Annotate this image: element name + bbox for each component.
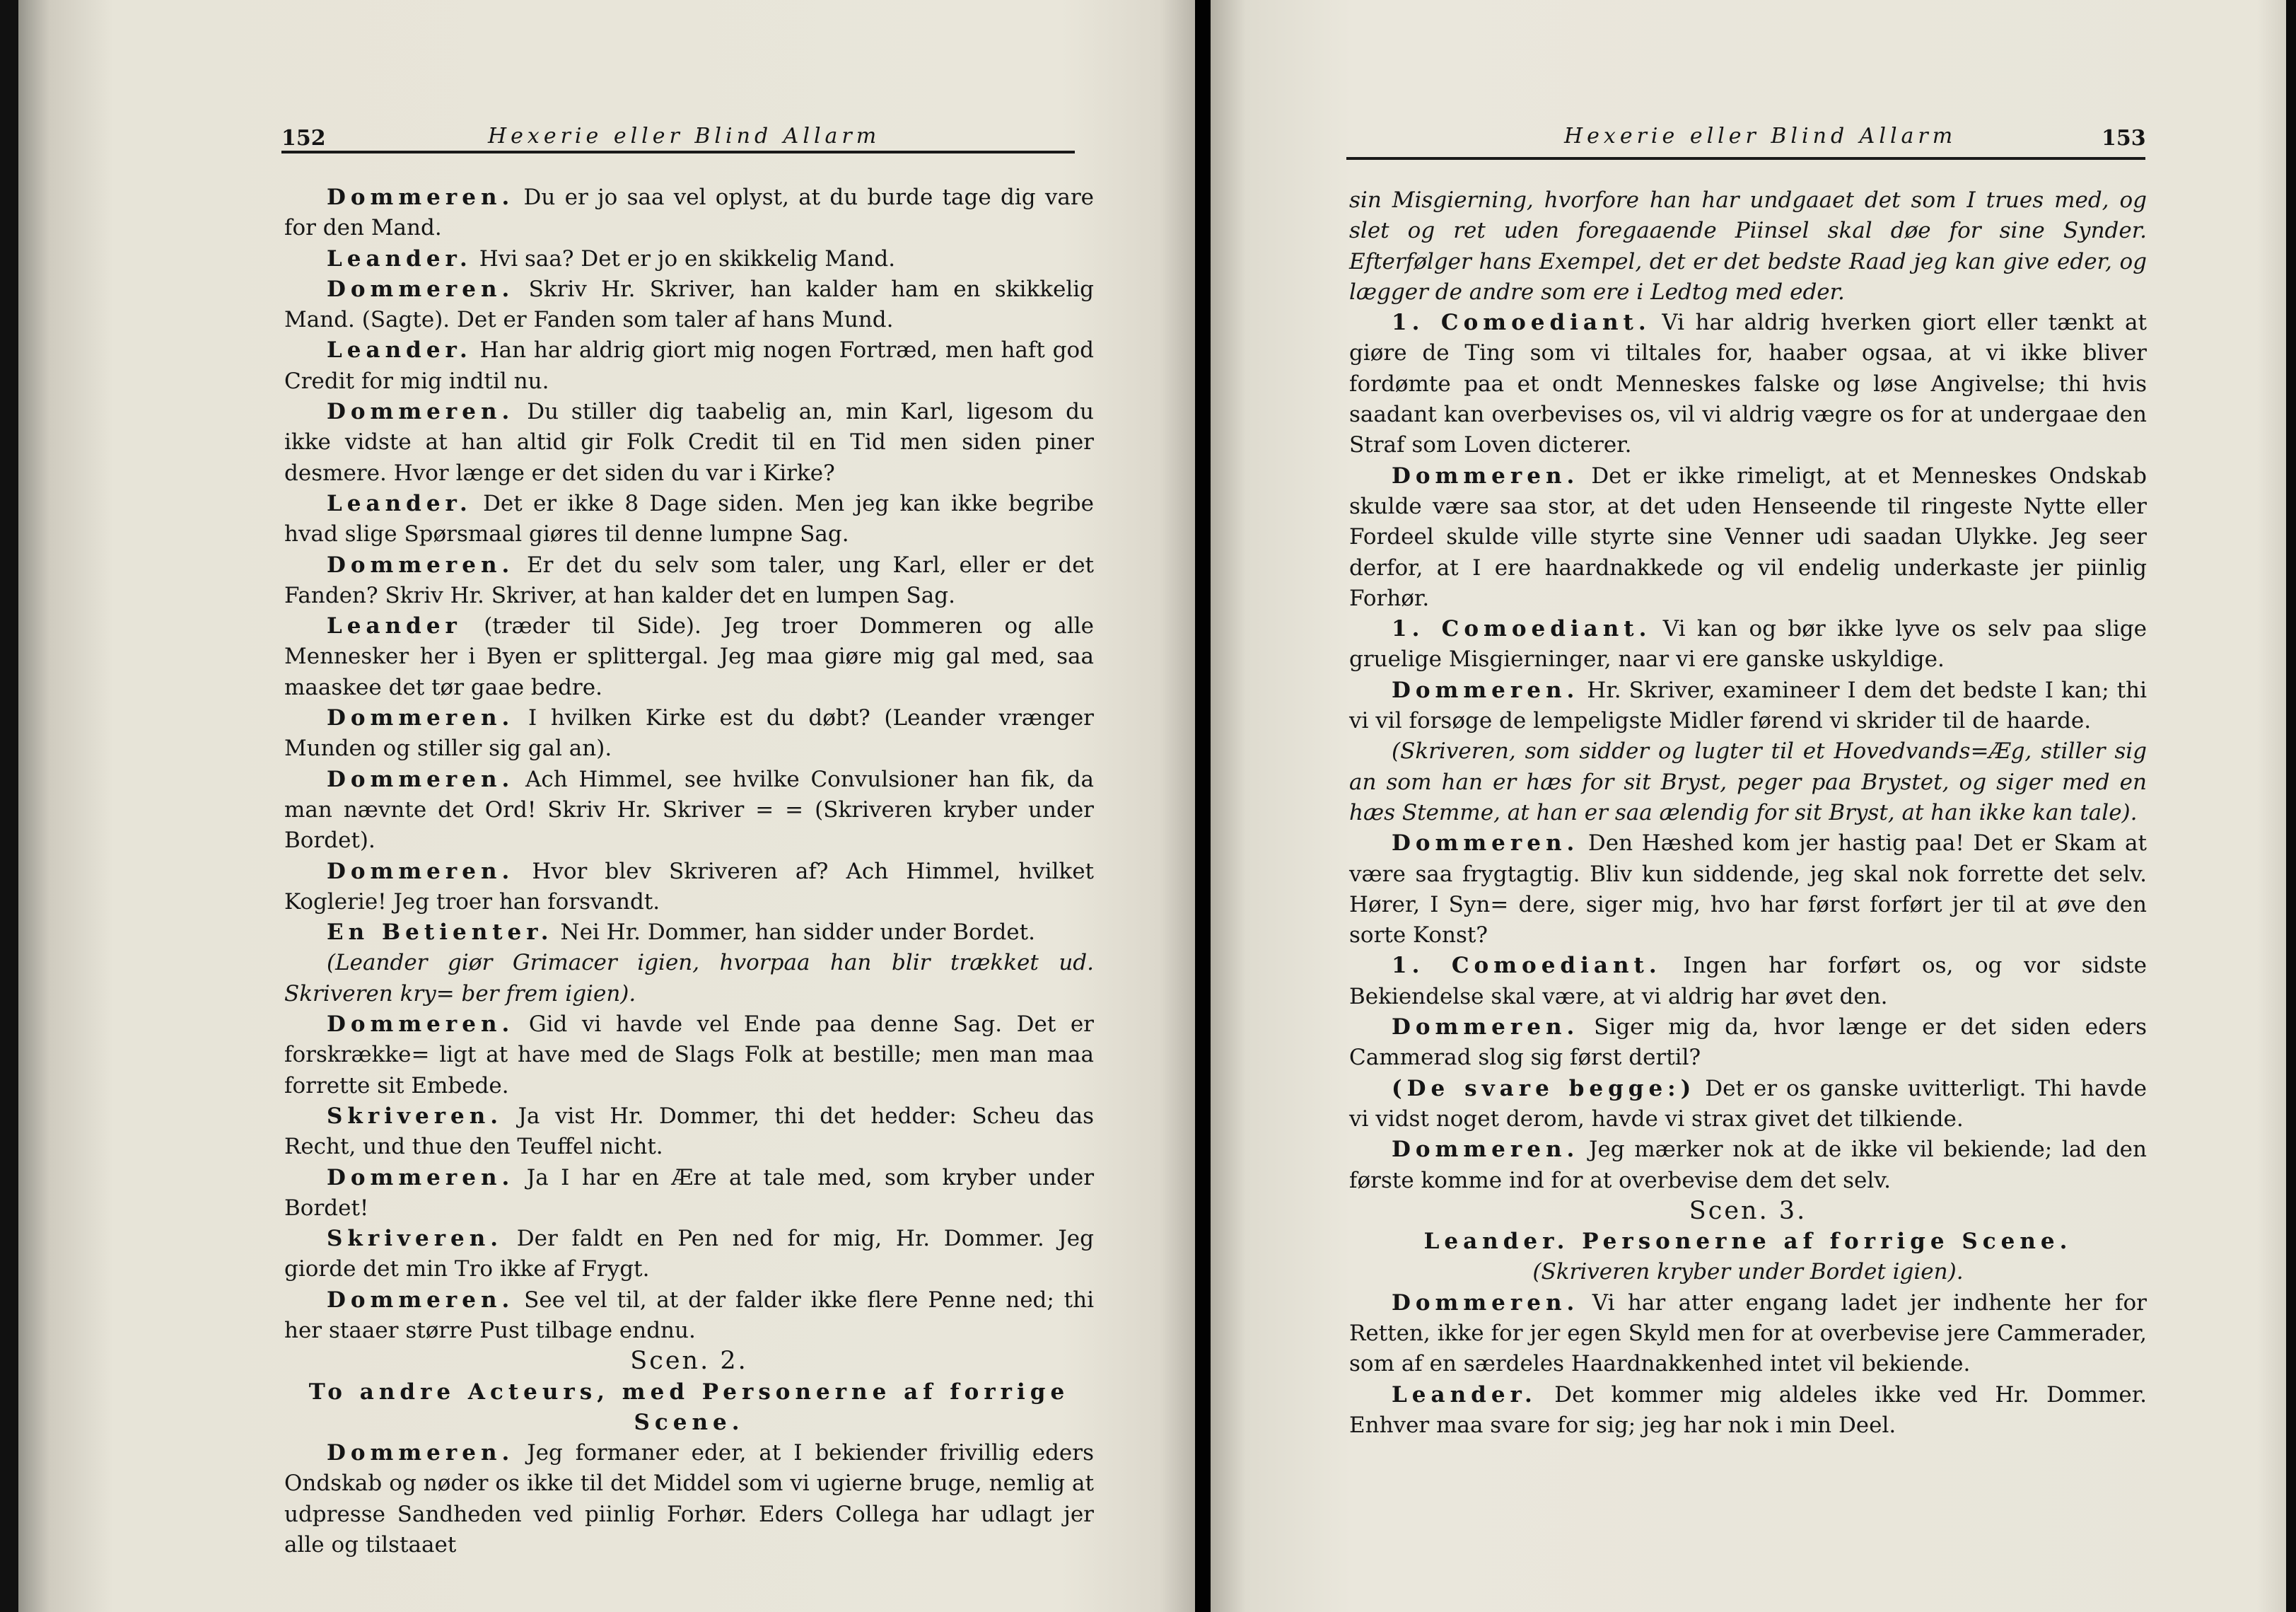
speech-text: Ach Himmel, see hvilke Convulsioner han fik, da man nævnte det Ord! Skriv Hr. Skriver = = (Skriveren kryber under Bordet). xyxy=(284,766,1094,854)
speaker-name: Dommeren. xyxy=(327,1164,515,1190)
header-rule xyxy=(1346,157,2145,160)
speech-text: Vi har aldrig hverken giort eller tænkt at giøre de Ting som vi tiltales for, haaber ogsaa, at vi ikke bliver fordømte paa et ondt Menneskes falske og løse Angivelse; thi hvis saadant kan overbevises os, vil vi aldrig vægre os for at undergaae den Straf som Loven dicterer. xyxy=(1349,310,2147,458)
dialogue-paragraph xyxy=(1349,1012,2147,1074)
running-title: Hexerie eller Blind Allarm xyxy=(488,124,881,149)
speaker-name: Dommeren. xyxy=(1392,1014,1580,1040)
speech-text: Det er ikke rimeligt, at et Menneskes Ondskab skulde være saa stor, at det uden Henseende til ringeste Nytte eller Fordeel skulde ville styrte sine Venner udi saadan Ulykke. Jeg seer derfor, at I ere haardnakkede og vil endelig underkaste jer piinlig Forhør. xyxy=(1349,463,2148,611)
page-number: 153 xyxy=(2102,126,2146,151)
speech-text: sin Misgierning, hvorfore han har undgaaet det som I trues med, og slet og ret uden foregaaende Piinsel skal døe for sine Synder. Efterfølger hans Exempel, det er det bedste Raad jeg kan give eder, og lægger de andre som ere i Ledtog med eder. xyxy=(1349,187,2147,305)
speaker-name: Dommeren. xyxy=(327,185,515,210)
speech-text: Du er jo saa vel oplyst, at du burde tage dig vare for den Mand. xyxy=(284,185,1094,241)
speaker-name: Dommeren. xyxy=(327,1011,515,1038)
speech-text: Der faldt en Pen ned for mig, Hr. Dommer. Jeg giorde det min Tro ikke af Frygt. xyxy=(284,1226,1094,1282)
dialogue-paragraph xyxy=(284,1009,1094,1101)
dialogue-paragraph xyxy=(1349,1380,2147,1442)
dialogue-paragraph xyxy=(284,857,1094,918)
dialogue-paragraph xyxy=(284,611,1094,703)
speaker-name: Dommeren. xyxy=(1392,1289,1580,1316)
speech-text: (træder til Side). Jeg troer Dommeren og alle Mennesker her i Byen er splittergal. Jeg maa giøre mig gal med, saa maaskee det tør gaae bedre. xyxy=(284,613,1094,700)
speech-text: Jeg mærker nok at de ikke vil bekiende; lad den første komme ind for at overbevise dem det selv. xyxy=(1349,1137,2147,1193)
speaker-name: Skriveren. xyxy=(327,1226,503,1252)
dialogue-paragraph xyxy=(1349,185,2147,308)
speaker-name: Dommeren. xyxy=(327,276,515,302)
speech-text: Vi har atter engang ladet jer indhente her for Retten, ikke for jer egen Skyld men for at overbevise jere Cammerader, som af en særdeles Haardnakkenhed intet vil bekiende. xyxy=(1349,1289,2148,1377)
dialogue-paragraph xyxy=(284,335,1094,397)
gutter xyxy=(1195,0,1211,1612)
speaker-name: Leander. xyxy=(327,490,472,516)
scene-direction: (Skriveren kryber under Bordet igien). xyxy=(1532,1259,1964,1285)
speaker-name: Dommeren. xyxy=(327,1287,515,1313)
right-text-block xyxy=(1349,185,2147,1441)
dialogue-paragraph xyxy=(284,703,1094,765)
speaker-name: Leander. xyxy=(1392,1381,1537,1408)
dialogue-paragraph xyxy=(284,917,1094,948)
dialogue-paragraph xyxy=(1349,1074,2147,1135)
speech-text: Den Hæshed kom jer hastig paa! Det er Skam at være saa frygtagtig. Bliv kun siddende, jeg skal nok forrette det selv. Hører, I Syn= dere, siger mig, hvo har først forført jer til at øve den sorte Konst? xyxy=(1349,830,2147,949)
dialogue-paragraph xyxy=(284,1285,1094,1347)
speech-text: See vel til, at der falder ikke flere Penne ned; thi her staaer større Pust tilbage endnu. xyxy=(284,1287,1094,1343)
speaker-name: Dommeren. xyxy=(327,399,515,425)
dialogue-paragraph xyxy=(284,1438,1094,1560)
dialogue-paragraph xyxy=(284,1224,1094,1285)
speech-text: Siger mig da, hvor længe er det siden eders Cammerad slog sig først dertil? xyxy=(1349,1014,2147,1071)
speech-text: Ja I har en Ære at tale med, som kryber under Bordet! xyxy=(284,1164,1095,1221)
speech-text: Vi kan og bør ikke lyve os selv paa slige gruelige Misgierninger, naar vi ere ganske uskyldige. xyxy=(1349,616,2147,673)
speech-text: Det er ikke 8 Dage siden. Men jeg kan ikke begribe hvad slige Spørsmaal giøres til denne lumpne Sag. xyxy=(284,490,1094,547)
dialogue-paragraph xyxy=(1349,1288,2147,1380)
speech-text: Hvor blev Skriveren af? Ach Himmel, hvilket Koglerie! Jeg troer han forsvandt. xyxy=(284,858,1094,915)
speech-text: (Skriveren, som sidder og lugter til et Hovedvands=Æg, stiller sig an som han er hæs for sit Bryst, peger paa Brystet, og siger med en hæs Stemme, at han er saa ælendig for sit Bryst, at han ikke kan tale). xyxy=(1349,738,2147,825)
speech-text: Hvi saa? Det er jo en skikkelig Mand. xyxy=(479,245,896,272)
speech-text: Du stiller dig taabelig an, min Karl, ligesom du ikke vidste at han altid gir Folk Credit til en Tid men siden piner desmere. Hvor længe er det siden du var i Kirke? xyxy=(284,399,1094,486)
speaker-name: 1. Comoediant. xyxy=(1392,310,1651,336)
speech-text: Jeg formaner eder, at I bekiender frivillig eders Ondskab og nøder os ikke til det Middel som vi ugierne bruge, nemlig at udpresse Sandheden ved piinlig Forhør. Eders Collega har udlagt jer alle og tilstaaet xyxy=(284,1440,1094,1558)
speech-text: Han har aldrig giort mig nogen Fortræd, men haft god Credit for mig indtil nu. xyxy=(284,337,1094,394)
speech-text: Er det du selv som taler, ung Karl, eller er det Fanden? Skriv Hr. Skriver, at han kalder det en lumpen Sag. xyxy=(284,552,1094,608)
speech-text: Ingen har forført os, og vor sidste Bekiendelse skal være, at vi aldrig har øvet den. xyxy=(1349,953,2148,1009)
running-title: Hexerie eller Blind Allarm xyxy=(1564,124,1957,149)
speech-text: Ja vist Hr. Dommer, thi det hedder: Scheu das Recht, und thue den Teuffel nicht. xyxy=(284,1103,1094,1160)
dialogue-paragraph xyxy=(1349,675,2147,737)
speaker-name: Dommeren. xyxy=(1392,1137,1580,1163)
scene-heading: Scen. 3. xyxy=(1689,1196,1807,1225)
speaker-name: Dommeren. xyxy=(1392,463,1580,489)
dialogue-paragraph xyxy=(1349,308,2147,460)
speaker-name: Dommeren. xyxy=(327,552,515,578)
scene-cast: Leander. Personerne af forrige Scene. xyxy=(1423,1229,2073,1255)
speaker-name: Skriveren. xyxy=(327,1103,503,1129)
dialogue-paragraph xyxy=(1349,736,2147,828)
scene-heading: Scen. 2. xyxy=(630,1347,748,1376)
left-text-block xyxy=(284,182,1094,1560)
dialogue-paragraph xyxy=(284,1101,1094,1163)
dialogue-paragraph xyxy=(284,397,1094,489)
speaker-name: Dommeren. xyxy=(327,766,515,792)
page-edge xyxy=(2286,0,2296,1612)
speech-text: I hvilken Kirke est du døbt? (Leander vrænger Munden og stiller sig gal an). xyxy=(284,705,1095,762)
dialogue-paragraph xyxy=(284,274,1094,336)
right-page xyxy=(1211,0,2296,1612)
speaker-name: Dommeren. xyxy=(327,1440,515,1466)
speaker-name: En Betienter. xyxy=(327,920,554,946)
speech-text: Skriv Hr. Skriver, han kalder ham en skikkelig Mand. (Sagte). Det er Fanden som taler af hans Mund. xyxy=(284,276,1094,333)
dialogue-paragraph xyxy=(1349,828,2147,951)
speaker-name: Dommeren. xyxy=(327,858,515,884)
header-rule xyxy=(281,151,1075,153)
dialogue-paragraph xyxy=(284,244,1094,274)
speech-text: Det er os ganske uvitterligt. Thi havde vi vidst noget derom, havde vi strax givet det tilkiende. xyxy=(1349,1075,2148,1132)
dialogue-paragraph xyxy=(1349,461,2147,614)
speaker-name: Dommeren. xyxy=(1392,677,1580,703)
dialogue-paragraph xyxy=(1349,1135,2147,1196)
speaker-name: Dommeren. xyxy=(327,705,515,731)
speaker-name: Leander. xyxy=(327,337,472,364)
speaker-name: Leander xyxy=(327,613,462,639)
speaker-name: Leander. xyxy=(327,245,472,272)
scene-cast: To andre Acteurs, med Personerne af forrige Scene. xyxy=(308,1379,1070,1435)
speaker-name: 1. Comoediant. xyxy=(1392,953,1662,979)
speech-text: Nei Hr. Dommer, han sidder under Bordet. xyxy=(560,920,1035,946)
dialogue-paragraph xyxy=(1349,951,2147,1012)
speaker-name: 1. Comoediant. xyxy=(1392,616,1652,642)
speech-text: Gid vi havde vel Ende paa denne Sag. Det er forskrække= ligt at have med de Slags Folk at bestille; men man maa forrette sit Embede. xyxy=(284,1011,1095,1098)
dialogue-paragraph xyxy=(284,489,1094,550)
speech-text: Hr. Skriver, examineer I dem det bedste I kan; thi vi vil forsøge de lempeligste Midler førend vi skrider til de haarde. xyxy=(1349,677,2147,734)
dialogue-paragraph xyxy=(1349,614,2147,675)
dialogue-paragraph xyxy=(284,765,1094,857)
speaker-name: Dommeren. xyxy=(1392,830,1580,857)
speech-text: Det kommer mig aldeles ikke ved Hr. Dommer. Enhver maa svare for sig; jeg har nok i min Deel. xyxy=(1349,1381,2147,1438)
page-number: 152 xyxy=(281,126,326,151)
speech-text: (Leander giør Grimacer igien, hvorpaa han blir trækket ud. Skriveren kry= ber frem igien). xyxy=(284,950,1094,1007)
book-edge xyxy=(0,0,18,1612)
dialogue-paragraph xyxy=(284,550,1094,612)
dialogue-paragraph xyxy=(284,948,1094,1009)
dialogue-paragraph xyxy=(284,182,1094,244)
speaker-name: (De svare begge:) xyxy=(1392,1075,1696,1101)
dialogue-paragraph xyxy=(284,1163,1094,1224)
